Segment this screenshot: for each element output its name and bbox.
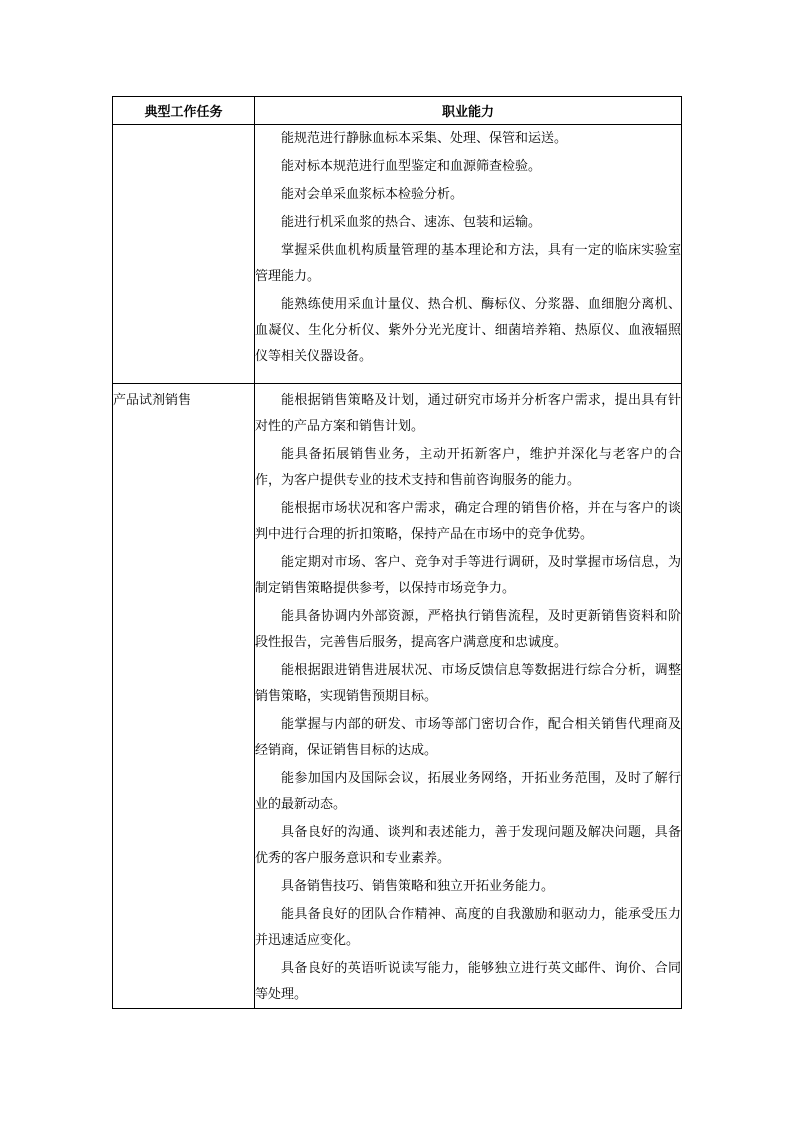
task-cell xyxy=(113,125,255,384)
ability-item: 能进行机采血浆的热合、速冻、包装和运输。 xyxy=(281,215,542,230)
ability-item: 能掌握与内部的研发、市场等部门密切合作，配合相关销售代理商及经销商，保证销售目标的达成。 xyxy=(255,717,681,758)
ability-item: 具备良好的沟通、谈判和表述能力，善于发现问题及解决问题，具备优秀的客户服务意识和专业素养。 xyxy=(255,825,681,866)
ability-item: 能规范进行静脉血标本采集、处理、保管和运送。 xyxy=(281,131,568,146)
header-typical-task: 典型工作任务 xyxy=(113,97,255,125)
ability-cell xyxy=(255,384,682,1009)
table-row xyxy=(113,384,682,1009)
ability-item: 具备销售技巧、销售策略和独立开拓业务能力。 xyxy=(281,879,555,894)
table-row xyxy=(113,125,682,384)
ability-item: 能对标本规范进行血型鉴定和血源筛查检验。 xyxy=(281,159,542,174)
ability-item: 能对会单采血浆标本检验分析。 xyxy=(281,187,464,202)
ability-item: 能根据市场状况和客户需求，确定合理的销售价格，并在与客户的谈判中进行合理的折扣策略，保持产品在市场中的竞争优势。 xyxy=(255,501,681,542)
ability-item: 能根据销售策略及计划，通过研究市场并分析客户需求，提出具有针对性的产品方案和销售计划。 xyxy=(255,393,681,434)
ability-item: 能根据跟进销售进展状况、市场反馈信息等数据进行综合分析，调整销售策略，实现销售预期目标。 xyxy=(255,663,681,704)
ability-cell xyxy=(255,125,682,384)
competency-table xyxy=(112,96,682,1009)
ability-item: 具备良好的英语听说读写能力，能够独立进行英文邮件、询价、合同等处理。 xyxy=(255,961,681,1002)
ability-item: 能熟练使用采血计量仪、热合机、酶标仪、分浆器、血细胞分离机、血凝仪、生化分析仪、紫外分光光度计、细菌培养箱、热原仪、血液辐照仪等相关仪器设备。 xyxy=(255,297,681,364)
ability-item: 能具备良好的团队合作精神、高度的自我激励和驱动力，能承受压力并迅速适应变化。 xyxy=(255,907,681,948)
ability-item: 能具备拓展销售业务，主动开拓新客户，维护并深化与老客户的合作，为客户提供专业的技术支持和售前咨询服务的能力。 xyxy=(255,447,681,488)
ability-item: 掌握采供血机构质量管理的基本理论和方法，具有一定的临床实验室管理能力。 xyxy=(255,243,681,284)
header-professional-ability: 职业能力 xyxy=(255,97,682,125)
ability-item: 能定期对市场、客户、竞争对手等进行调研，及时掌握市场信息，为制定销售策略提供参考，以保持市场竞争力。 xyxy=(255,555,681,596)
task-cell: 产品试剂销售 xyxy=(113,384,255,1009)
ability-item: 能参加国内及国际会议，拓展业务网络，开拓业务范围，及时了解行业的最新动态。 xyxy=(255,771,681,812)
table-header-row xyxy=(113,97,682,125)
ability-item: 能具备协调内外部资源，严格执行销售流程，及时更新销售资料和阶段性报告，完善售后服务，提高客户满意度和忠诚度。 xyxy=(255,609,681,650)
